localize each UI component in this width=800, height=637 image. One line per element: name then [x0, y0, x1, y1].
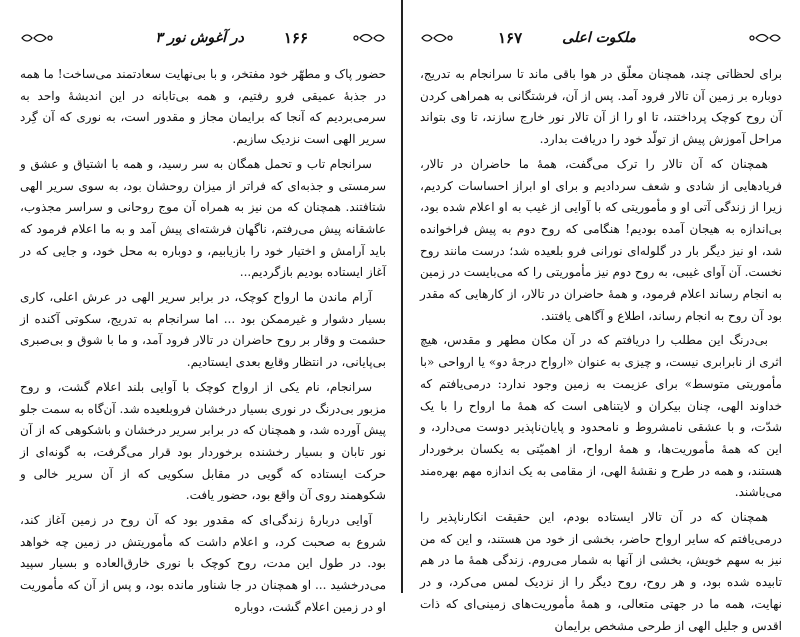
ornament-icon	[20, 31, 54, 45]
left-page	[20, 0, 386, 614]
paragraph: آرام ماندن ما ارواح کوچک، در برابر سریر الهی در عرش اعلی، کاری بسیار دشوار و غیرممکن بود ... اما سرانجام به تدریج، سکوتی آکنده از حشمت و وقار بر روح حاضران در تالار فرود آمد، و ما با شوق و بی‌صبری بی‌پایانی، در انتظار وقایع بعدی ایستادیم.	[20, 290, 386, 370]
paragraph: آوایی دربارهٔ زندگی‌ای که مقدور بود که آن روح در زمین آغاز کند، شروع به صحبت کرد، و اعلام داشت که مأموریتش در زمین چه خواهد بود. در طول این مدت، روح کوچک با نوری خارق‌العاده و بسیار سپید می‌درخشید ... او همچنان در جا شناور مانده بود، و پس از آن که مأموریت او در زمین اعلام گشت، دوباره	[20, 513, 386, 614]
running-title: ملکوت اعلی	[562, 30, 636, 46]
right-page-header	[420, 24, 782, 52]
paragraph: حضور پاک و مطهّر خود مفتخر، و با بی‌نهایت سعادتمند می‌ساخت! ما همه در جذبهٔ عمیقی فرو رفتیم، و همه بی‌تابانه در این اندیشهٔ واحد به سرمی‌بردیم که آنجا که برایمان مجاز و مقدور است، به نوری که آن گِرد سریر الهی است نزدیک سازیم.	[20, 67, 386, 147]
paragraph: همچنان که در آن تالار ایستاده بودم، این حقیقت انکارناپذیر را درمی‌یافتم که سایر ارواح حاضر، بخشی از خود من هستند، و این که من نیز به سهم خویش، بخشی از آنها به شمار می‌روم. زندگی همهٔ ما در هم تابیده شده بود، و هر روح، روح دیگر را از نزدیک لمس می‌کرد، و در نهایت، همه ما در جهتی متعالی، و همهٔ مأموریت‌های زمینی‌ای که ذات اقدس و جلیل الهی از طرحی مشخص برایمان	[420, 510, 782, 633]
running-title: در آغوش نور ۳	[155, 30, 244, 46]
page-gutter	[401, 0, 403, 593]
paragraph: همچنان که آن تالار را ترک می‌گفت، همهٔ ما حاضران در تالار، فریادهایی از شادی و شعف سردادیم و برای او ابراز احساسات کردیم، زیرا از زندگی آتی او و مأموریتی که با آوایی از غیب به او اعلام شده بود، بی‌اندازه به هیجان آمده بودیم! هنگامی که روح دوم به پیش فراخوانده شد، او نیز دیگر بار در گلوله‌ای نورانی فرو بلعیده شد؛ درست مانند روح نخست. آن آوای غیبی، به روح دوم نیز مأموریتی را که می‌بایست در زمین به انجام رساند اعلام فرمود، و همهٔ حاضران در تالار، از کارهایی که مقدر بود آن روح به انجام رساند، اطلاع و آگاهی یافتند.	[420, 156, 782, 323]
ornament-icon	[352, 31, 386, 45]
ornament-icon	[420, 31, 454, 45]
left-page-body	[20, 64, 386, 614]
paragraph: بی‌درنگ این مطلب را دریافتم که در آن مکان مطهر و مقدس، هیچ اثری از نابرابری نیست، و چیزی به عنوان «ارواح درجهٔ دو» یا ارواحی «با مأموریتی متوسط» برای عزیمت به زمین وجود ندارد: درمی‌یافتم که خداوند الهی، چنان بیکران و لایتناهی است که همهٔ ما ارواح را با یک شدّت، و با عشقی نامشروط و نامحدود و پایان‌ناپذیر دوست می‌دارد، و این که همهٔ مأموریت‌ها، و همهٔ ارواح، از اهمیّتی به یکسان برخوردار هستند، و همه در طرح و نقشهٔ الهی، از مقامی به یک اندازه مهم بهره‌مند می‌باشند.	[420, 333, 782, 500]
ornament-icon	[748, 31, 782, 45]
paragraph: سرانجام تاب و تحمل همگان به سر رسید، و همه با اشتیاق و عشق و سرمستی و جذبه‌ای که فراتر از میزان روحشان بود، به سوی سریر الهی شتافتند. همچنان که من نیز به همراه آن موج روحانی و سراسر مجذوب، عاشقانه پیش می‌رفتم، ناگهان فرشته‌ای پیش آمد و به ما اعلام فرمود که باید آرامش و اختیار خود را بازیابیم، و دوباره به محل خود، و جایی که در آغاز ایستاده بودیم بازگردیم...	[20, 156, 386, 280]
right-page	[420, 0, 782, 633]
page-number: ۱۶۶	[283, 29, 308, 47]
right-page-body	[420, 64, 782, 633]
page-number: ۱۶۷	[498, 29, 523, 47]
left-page-header	[20, 24, 386, 52]
paragraph: سرانجام، نام یکی از ارواح کوچک با آوایی بلند اعلام گشت، و روح مزبور بی‌درنگ در نوری بسیار درخشان فروبلعیده شد. آن‌گاه به سمت جلو پیش آورده شد، و همچنان که در برابر سریر درخشان و باشکوهی که از آن نور تابان و بسیار رخشنده برخوردار بود قرار می‌گرفت، به گونه‌ای از حرکت ایستاده که گویی در مقابل سکویی که از آن سریر خالی و شکوهمند روی آن واقع بود، حضور یافت.	[20, 379, 386, 503]
paragraph: برای لحظاتی چند، همچنان معلّق در هوا باقی ماند تا سرانجام به تدریج، دوباره بر زمین آن تالار فرود آمد. پس از آن، فرشتگانی به همراهی کردن آن روح کوچک پرداختند، تا او را از آن تالار نور خارج سازند، تا وی بتواند مراحل آموزش پیش از تولّد خود را دریافت بدارد.	[420, 67, 782, 147]
